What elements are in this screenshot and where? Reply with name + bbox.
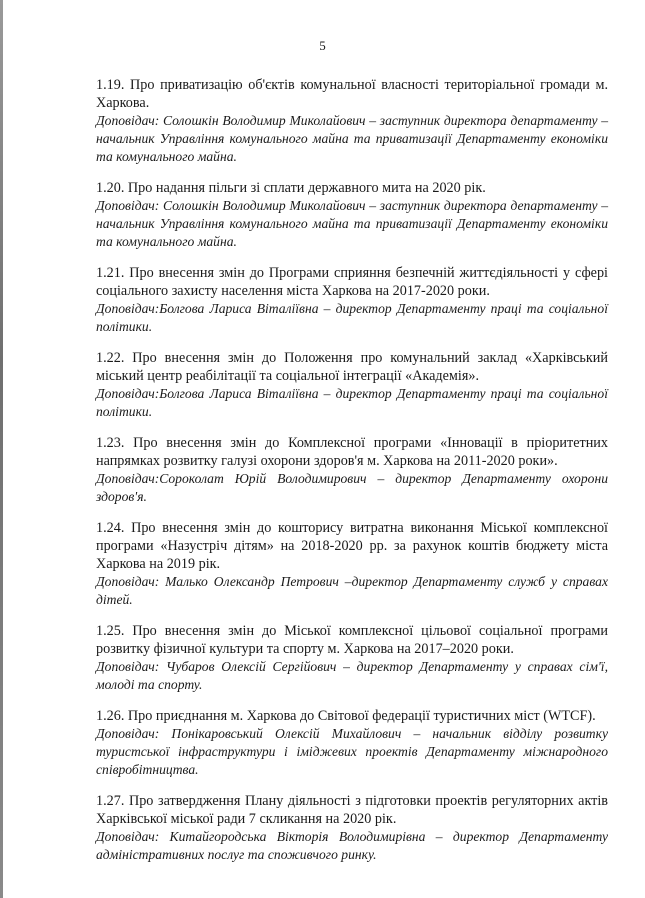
agenda-item: [96, 792, 608, 864]
agenda-item-title: 1.24. Про внесення змін до кошторису витратна виконання Міської комплексної програми «Назустріч дітям» на 2018-2020 рр. за рахунок коштів бюджету міста Харкова на 2019 рік.: [96, 520, 608, 572]
agenda-item-title: 1.19. Про приватизацію об'єктів комунальної власності територіальної громади м. Харкова.: [96, 77, 608, 111]
agenda-item: [96, 179, 608, 251]
agenda-item-title: 1.22. Про внесення змін до Положення про комунальний заклад «Харківський міський центр реабілітації та соціальної інтеграції «Академія».: [96, 350, 608, 384]
agenda-item-title: 1.25. Про внесення змін до Міської комплексної цільової соціальної програми розвитку фізичної культури та спорту м. Харкова на 2017–2020 роки.: [96, 623, 608, 657]
page-number: 5: [319, 38, 326, 53]
agenda-item-title: 1.21. Про внесення змін до Програми сприяння безпечній життєдіяльності у сфері соціального захисту населення міста Харкова на 2017-2020 роки.: [96, 265, 608, 299]
agenda-item-title: 1.20. Про надання пільги зі сплати державного мита на 2020 рік.: [96, 180, 486, 196]
agenda-item: [96, 76, 608, 166]
agenda-content: [96, 76, 608, 877]
agenda-item-speaker: Доповідач:Болгова Лариса Віталіївна – директор Департаменту праці та соціальної політики.: [96, 301, 608, 334]
scan-left-edge: [0, 0, 3, 898]
agenda-item-title: 1.23. Про внесення змін до Комплексної програми «Інновації в пріоритетних напрямках розвитку галузі охорони здоров'я м. Харкова на 2011-2020 роки».: [96, 435, 608, 469]
agenda-item-speaker: Доповідач: Солошкін Володимир Миколайович – заступник директора департаменту – начальник Управління комунального майна та приватизації Департаменту економіки та комунального майна.: [96, 113, 608, 164]
agenda-item: [96, 349, 608, 421]
agenda-item: [96, 707, 608, 779]
agenda-item-title: 1.26. Про приєднання м. Харкова до Світової федерації туристичних міст (WTCF).: [96, 708, 596, 724]
agenda-item: [96, 264, 608, 336]
agenda-item: [96, 519, 608, 609]
agenda-item-speaker: Доповідач:Сороколат Юрій Володимирович – директор Департаменту охорони здоров'я.: [96, 471, 608, 504]
agenda-item: [96, 622, 608, 694]
agenda-item-speaker: Доповідач: Понікаровський Олексій Михайлович – начальник відділу розвитку туристської інфраструктури і іміджевих проектів Департаменту міжнародного співробітництва.: [96, 726, 608, 777]
agenda-item-speaker: Доповідач: Чубаров Олексій Сергійович – директор Департаменту у справах сім'ї, молоді та спорту.: [96, 659, 608, 692]
agenda-item-speaker: Доповідач: Малько Олександр Петрович –директор Департаменту служб у справах дітей.: [96, 574, 608, 607]
agenda-item-speaker: Доповідач:Болгова Лариса Віталіївна – директор Департаменту праці та соціальної політики.: [96, 386, 608, 419]
agenda-item-speaker: Доповідач: Солошкін Володимир Миколайович – заступник директора департаменту – начальник Управління комунального майна та приватизації Департаменту економіки та комунального майна.: [96, 198, 608, 249]
agenda-item-speaker: Доповідач: Китайгородська Вікторія Володимирівна – директор Департаменту адміністративних послуг та споживчого ринку.: [96, 829, 608, 862]
agenda-item: [96, 434, 608, 506]
agenda-item-title: 1.27. Про затвердження Плану діяльності з підготовки проектів регуляторних актів Харківської міської ради 7 скликання на 2020 рік.: [96, 793, 608, 827]
